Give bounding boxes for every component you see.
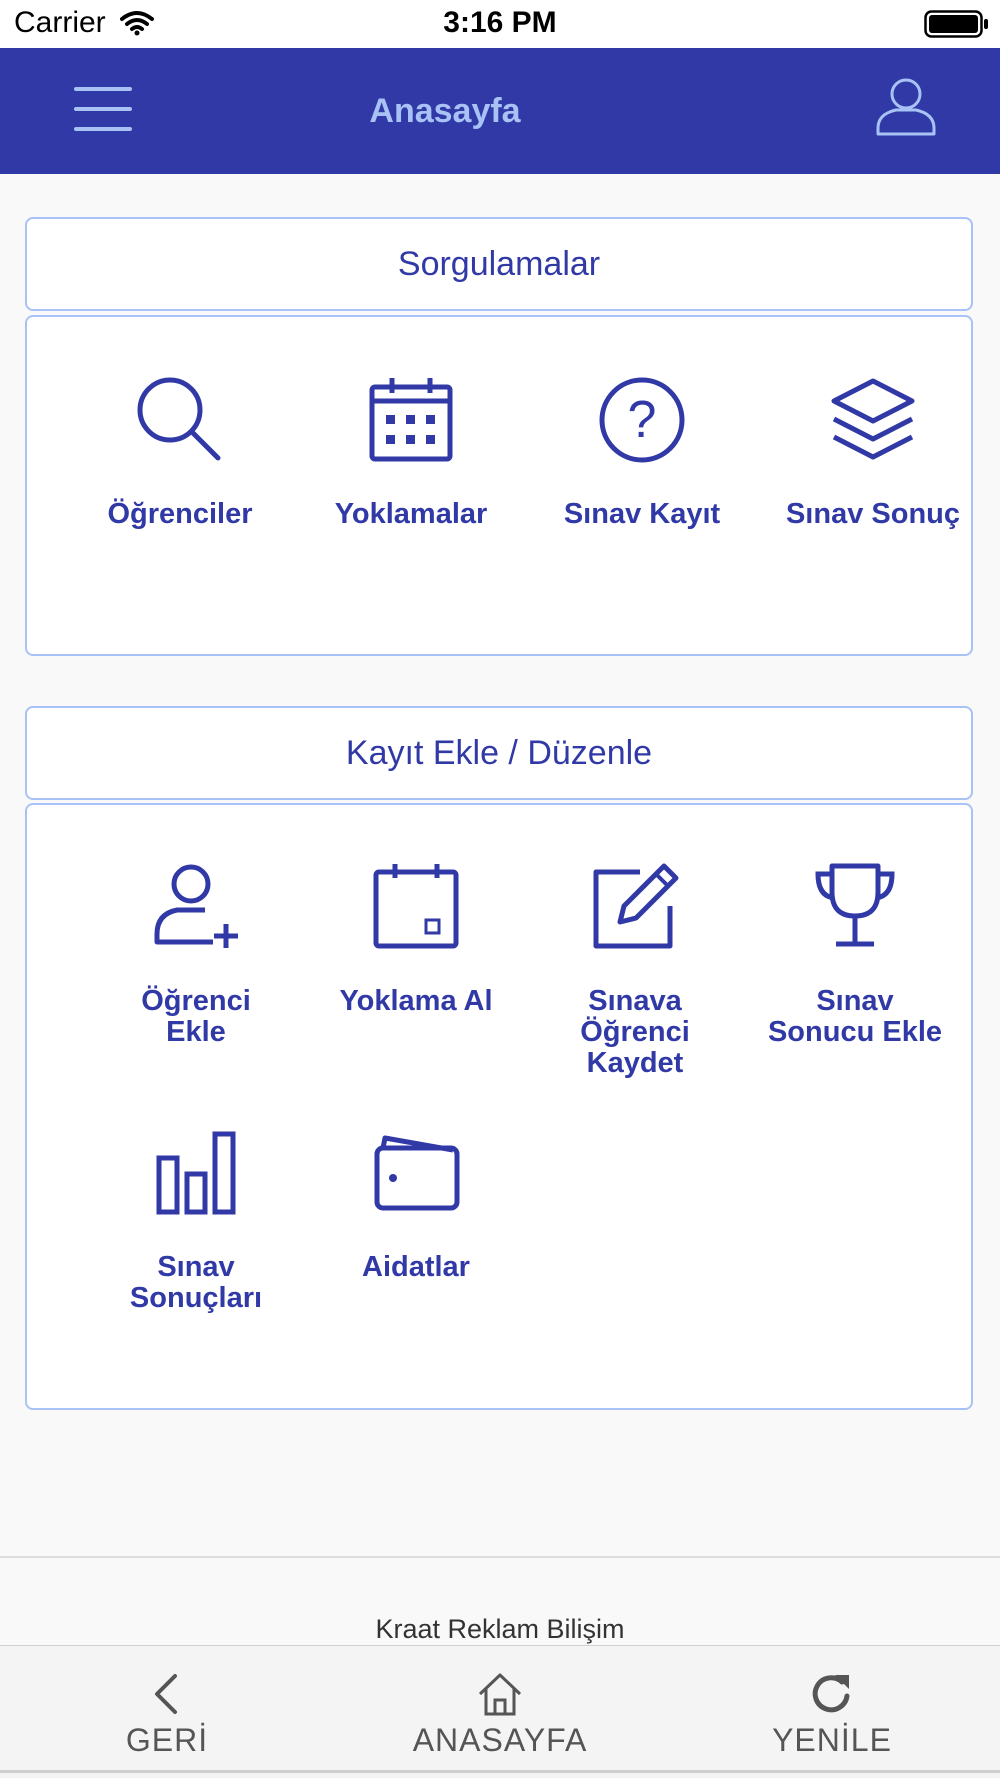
tile-ogrenci-ekle[interactable] bbox=[86, 862, 306, 1048]
home-indicator bbox=[0, 1770, 1000, 1773]
tile-sinava-ogrenci-kaydet[interactable] bbox=[525, 862, 745, 1079]
search-icon bbox=[135, 375, 225, 465]
section-header-kayit-ekle: Kayıt Ekle / Düzenle bbox=[25, 706, 973, 800]
calendar-icon bbox=[371, 862, 461, 952]
edit-icon bbox=[590, 862, 680, 952]
tile-label: Sınav Kayıt bbox=[563, 498, 721, 530]
battery-icon bbox=[924, 10, 990, 38]
user-profile-icon[interactable] bbox=[874, 74, 938, 138]
bottom-tab-bar bbox=[0, 1645, 1000, 1778]
tab-label: GERİ bbox=[125, 1722, 209, 1758]
bar-chart-icon bbox=[151, 1128, 241, 1218]
tab-label: ANASAYFA bbox=[412, 1722, 588, 1758]
tile-label: Yoklamalar bbox=[334, 498, 488, 530]
tile-label: Yoklama Al bbox=[339, 985, 493, 1017]
tile-label: Sınav Sonuç bbox=[785, 498, 961, 530]
calendar-grid-icon bbox=[366, 375, 456, 465]
tile-yoklama-al[interactable] bbox=[306, 862, 526, 1017]
trophy-icon bbox=[810, 862, 900, 952]
tile-yoklamalar[interactable] bbox=[301, 375, 521, 530]
footer-divider bbox=[0, 1556, 1000, 1558]
home-icon bbox=[477, 1672, 523, 1716]
svg-text:?: ? bbox=[627, 391, 657, 449]
tile-sinav-sonucu-ekle[interactable] bbox=[745, 862, 965, 1048]
tile-label: Aidatlar bbox=[362, 1251, 470, 1283]
section-body-kayit-ekle bbox=[25, 803, 973, 1410]
tile-ogrenciler[interactable] bbox=[70, 375, 290, 530]
tile-label: Sınava Öğrenci Kaydet bbox=[580, 985, 690, 1079]
tab-label: YENİLE bbox=[772, 1722, 892, 1758]
footer-company-name: Kraat Reklam Bilişim bbox=[375, 1614, 625, 1644]
tab-geri[interactable] bbox=[37, 1646, 297, 1778]
tab-anasayfa[interactable] bbox=[370, 1646, 630, 1778]
status-bar bbox=[0, 0, 1000, 48]
tile-sinav-kayit[interactable] bbox=[532, 375, 752, 530]
question-circle-icon bbox=[597, 375, 687, 465]
section-header-sorgulamalar: Sorgulamalar bbox=[25, 217, 973, 311]
tile-label: Sınav Sonucu Ekle bbox=[767, 985, 943, 1048]
tile-aidatlar[interactable] bbox=[306, 1128, 526, 1283]
section-body-sorgulamalar bbox=[25, 315, 973, 656]
layers-icon bbox=[828, 375, 918, 465]
tile-sinav-sonuclari[interactable] bbox=[86, 1128, 306, 1314]
nav-bar bbox=[0, 48, 1000, 174]
tile-label: Öğrenci Ekle bbox=[141, 985, 251, 1048]
chevron-left-icon bbox=[147, 1672, 187, 1716]
tile-label: Öğrenciler bbox=[107, 498, 253, 530]
page-title: Anasayfa bbox=[369, 92, 521, 130]
tab-yenile[interactable] bbox=[702, 1646, 962, 1778]
wallet-icon bbox=[371, 1128, 461, 1218]
refresh-icon bbox=[809, 1672, 855, 1716]
tile-sinav-sonuc[interactable] bbox=[763, 375, 983, 530]
user-plus-icon bbox=[151, 862, 241, 952]
status-time: 3:16 PM bbox=[443, 6, 557, 39]
carrier-label: Carrier bbox=[14, 6, 106, 39]
tile-label: Sınav Sonuçları bbox=[129, 1251, 263, 1314]
